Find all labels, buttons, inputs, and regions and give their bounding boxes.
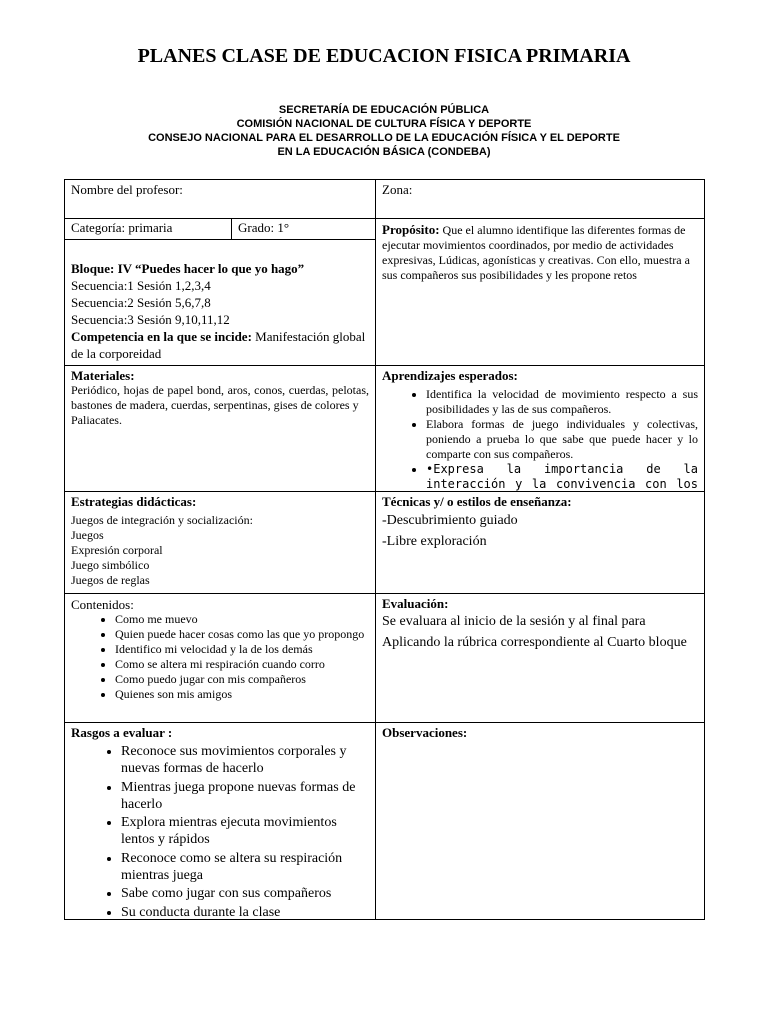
header-line: SECRETARÍA DE EDUCACIÓN PÚBLICA <box>278 104 490 116</box>
list-item: • Como se altera mi respiración cuando corro <box>115 657 369 672</box>
tecnica-line: -Descubrimiento guiado <box>382 513 518 528</box>
materiales-text-2: Paliacates. <box>71 413 122 427</box>
list-item: • Identifico mi velocidad y la de los demás <box>115 642 369 657</box>
header-line: CONSEJO NACIONAL PARA EL DESARROLLO DE LA EDUCACIÓN FÍSICA Y EL DEPORTE <box>148 132 620 144</box>
tecnicas-label: Técnicas y/ o estilos de enseñanza: <box>382 494 572 509</box>
zona-label: Zona: <box>382 182 413 197</box>
observaciones-label: Observaciones: <box>382 725 468 740</box>
estrategias-cell <box>64 491 376 594</box>
aprendizajes-cell <box>375 365 705 492</box>
estrategia-line: Juegos de integración y socialización: <box>71 513 253 527</box>
contenidos-cell <box>64 593 376 723</box>
list-item: • Reconoce sus movimientos corporales y nuevas formas de hacerlo <box>121 743 369 777</box>
document-title: PLANES CLASE DE EDUCACION FISICA PRIMARIA <box>137 45 631 67</box>
aprendizajes-list <box>382 387 698 492</box>
list-item: • Quien puede hacer cosas como las que yo propongo <box>115 627 369 642</box>
competencia-label: Competencia en la que se incide: <box>71 329 252 344</box>
rasgos-label: Rasgos a evaluar : <box>71 725 173 740</box>
institution-header <box>0 103 768 159</box>
tecnica-line: -Libre exploración <box>382 534 487 549</box>
contenidos-label: Contenidos: <box>71 597 134 612</box>
list-item: • Quienes son mis amigos <box>115 687 369 702</box>
list-item: • Como puedo jugar con mis compañeros <box>115 672 369 687</box>
aprendizajes-label: Aprendizajes esperados: <box>382 368 518 383</box>
list-item: • Su conducta durante la clase <box>121 904 369 921</box>
proposito-cell <box>375 218 705 366</box>
list-item: • Mientras juega propone nuevas formas de hacerlo <box>121 779 369 813</box>
bloque-title: Bloque: IV “Puedes hacer lo que yo hago” <box>71 261 305 276</box>
profesor-cell <box>64 179 376 219</box>
secuencia-line: Secuencia:3 Sesión 9,10,11,12 <box>71 312 230 327</box>
tecnicas-cell <box>375 491 705 594</box>
materiales-text: Periódico, hojas de papel bond, aros, conos, cuerdas, pelotas, bastones de madera, cuerdas, serpentinas, gises de colores y <box>71 383 369 412</box>
list-item: • Reconoce como se altera su respiración mientras juega <box>121 850 369 884</box>
secuencia-line: Secuencia:1 Sesión 1,2,3,4 <box>71 278 211 293</box>
competencia-line <box>71 328 369 362</box>
grado-label: Grado: 1° <box>238 220 290 235</box>
materiales-cell <box>64 365 376 492</box>
proposito-label: Propósito: <box>382 222 440 237</box>
observaciones-cell <box>375 722 705 920</box>
grado-cell <box>231 218 376 240</box>
list-item: • Como me muevo <box>115 612 369 627</box>
evaluacion-text: Se evaluara al inicio de la sesión y al final para Aplicando la rúbrica correspondiente al Cuarto bloque <box>382 614 687 650</box>
list-item: • •Expresa la importancia de la interacción y la convivencia con los <box>426 462 698 492</box>
estrategia-line: Expresión corporal <box>71 543 163 557</box>
evaluacion-cell <box>375 593 705 723</box>
secuencia-line: Secuencia:2 Sesión 5,6,7,8 <box>71 295 211 310</box>
competencia-text: Manifestación global de la corporeidad <box>71 329 366 361</box>
estrategia-line: Juego simbólico <box>71 558 150 572</box>
header-line: COMISIÓN NACIONAL DE CULTURA FÍSICA Y DEPORTE <box>236 118 532 130</box>
rasgos-cell <box>64 722 376 920</box>
list-item: • Sabe como jugar con sus compañeros <box>121 885 369 902</box>
materiales-label: Materiales: <box>71 368 135 383</box>
estrategia-line: Juegos de reglas <box>71 573 150 587</box>
list-item: • Elabora formas de juego individuales y colectivas, poniendo a prueba lo que sabe que puede hacer y lo comparte con sus compañeros. <box>426 417 698 462</box>
categoria-label: Categoría: primaria <box>71 220 173 235</box>
categoria-cell <box>64 218 232 240</box>
rasgos-list <box>71 743 369 920</box>
evaluacion-label: Evaluación: <box>382 596 449 611</box>
estrategia-line: Juegos <box>71 528 104 542</box>
estrategias-label: Estrategias didácticas: <box>71 494 197 509</box>
profesor-label: Nombre del profesor: <box>71 182 183 197</box>
header-line: EN LA EDUCACIÓN BÁSICA (CONDEBA) <box>277 146 491 158</box>
list-item: • Explora mientras ejecuta movimientos lentos y rápidos <box>121 814 369 848</box>
zona-cell <box>375 179 705 219</box>
proposito-text: Que el alumno identifique las diferentes formas de ejecutar movimientos coordinados, por medio de actividades expresivas, Lúdicas, agonísticas y creativas. Con ello, muestra a sus compañeros sus posibilidades y les propone retos <box>382 223 690 282</box>
list-item: • Identifica la velocidad de movimiento respecto a sus posibilidades y las de sus compañeros. <box>426 387 698 417</box>
bloque-cell <box>64 239 376 366</box>
contenidos-list <box>71 612 369 702</box>
